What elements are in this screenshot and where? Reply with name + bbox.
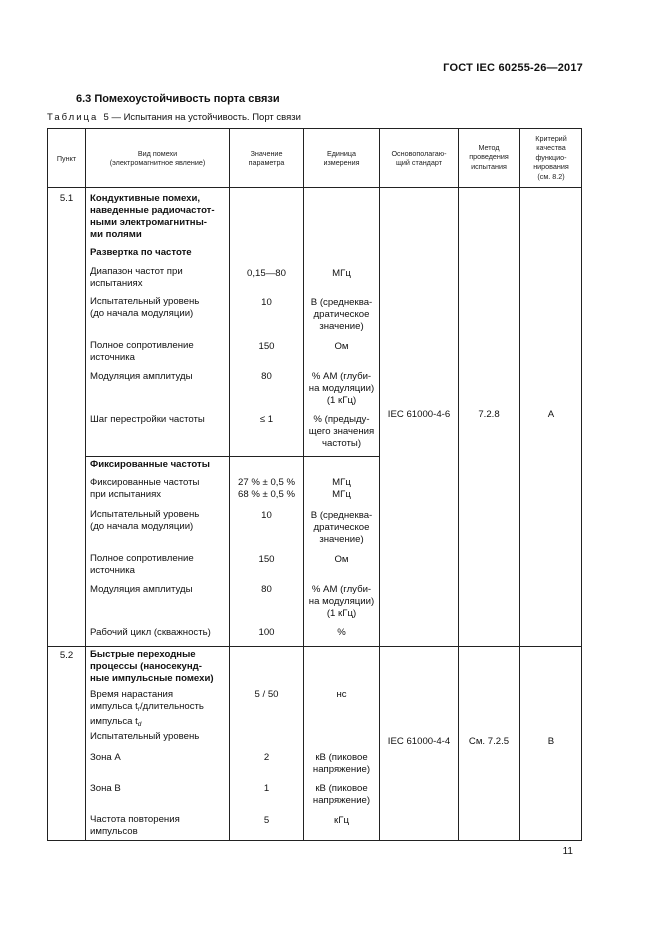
parameter-value: 150 bbox=[258, 341, 275, 352]
parameter-value: 2 bbox=[263, 752, 270, 763]
parameter-value: 150 bbox=[258, 554, 275, 565]
parameter-unit: нс bbox=[336, 689, 347, 700]
parameter-name: Фиксированные частоты при испытаниях bbox=[90, 477, 200, 500]
parameter-name: Диапазон частот при испытаниях bbox=[90, 266, 183, 289]
parameter-unit: МГц МГц bbox=[332, 477, 351, 500]
performance-criterion: А bbox=[547, 409, 555, 420]
col-header-unit: Единица измерения bbox=[323, 149, 360, 168]
parameter-value: 100 bbox=[258, 627, 275, 638]
header-bottom-line bbox=[48, 187, 581, 188]
parameter-name: Испытательный уровень bbox=[90, 731, 200, 742]
col-header-value: Значение параметра bbox=[248, 149, 285, 168]
col-divider bbox=[519, 129, 520, 840]
col-divider bbox=[458, 129, 459, 840]
section-title: 6.3 Помехоустойчивость порта связи bbox=[76, 93, 280, 105]
parameter-value: ≤ 1 bbox=[259, 414, 274, 425]
parameter-name: Шаг перестройки частоты bbox=[90, 414, 205, 425]
parameter-name: Модуляция амплитуды bbox=[90, 371, 193, 382]
section-heading: Кондуктивные помехи, наведенные радиочастот- ными электромагнитны- ми полями bbox=[90, 193, 215, 240]
caption-text: 5 — Испытания на устойчивость. Порт связи bbox=[103, 112, 301, 123]
parameter-name: Испытательный уровень (до начала модуляции) bbox=[90, 509, 200, 532]
parameter-name: Полное сопротивление источника bbox=[90, 340, 194, 363]
table-caption bbox=[47, 112, 301, 123]
item-number: 5.1 bbox=[59, 193, 74, 204]
subgroup-title: Развертка по частоте bbox=[90, 247, 192, 258]
parameter-unit: кГц bbox=[334, 815, 349, 826]
parameter-name: Испытательный уровень (до начала модуляции) bbox=[90, 296, 200, 319]
parameter-unit: кВ (пиковое напряжение) bbox=[312, 783, 371, 806]
col-divider bbox=[379, 129, 380, 840]
col-header-phenomenon: Вид помехи (электромагнитное явление) bbox=[109, 149, 206, 168]
parameter-name: Время нарастания импульса $t_r$/длительность импульса $t_d$ bbox=[90, 689, 204, 728]
group-divider bbox=[86, 456, 380, 457]
parameter-value: 27 % ± 0,5 % 68 % ± 0,5 % bbox=[238, 477, 295, 500]
parameter-value: 10 bbox=[261, 510, 272, 521]
parameter-unit: Ом bbox=[334, 554, 349, 565]
parameter-unit: % АМ (глуби- на модуляции) (1 кГц) bbox=[308, 371, 375, 406]
parameter-unit: % (предыду- щего значения частоты) bbox=[308, 414, 375, 449]
immunity-table bbox=[47, 128, 582, 841]
parameter-unit: МГц bbox=[332, 268, 351, 279]
base-standard: IEC 61000-4-6 bbox=[387, 409, 451, 420]
parameter-value: 0,15—80 bbox=[247, 268, 286, 279]
page-number: 11 bbox=[562, 846, 573, 857]
parameter-name: Рабочий цикл (скважность) bbox=[90, 627, 211, 638]
subgroup-title: Фиксированные частоты bbox=[90, 459, 210, 470]
col-divider bbox=[85, 129, 86, 840]
parameter-value: 5 bbox=[263, 815, 270, 826]
parameter-name: Полное сопротивление источника bbox=[90, 553, 194, 576]
base-standard: IEC 61000-4-4 bbox=[387, 736, 451, 747]
parameter-name: Зона В bbox=[90, 783, 121, 794]
parameter-value: 1 bbox=[263, 783, 270, 794]
parameter-name: Модуляция амплитуды bbox=[90, 584, 193, 595]
parameter-name: Зона А bbox=[90, 752, 121, 763]
parameter-unit: кВ (пиковое напряжение) bbox=[312, 752, 371, 775]
section-heading: Быстрые переходные процессы (наносекунд- ные импульсные помехи) bbox=[90, 649, 214, 684]
parameter-unit: В (среднеква- дратическое значение) bbox=[310, 297, 373, 332]
parameter-value: 80 bbox=[261, 371, 272, 382]
parameter-value: 5 / 50 bbox=[254, 689, 279, 700]
col-header-criterion: Критерий качества функцио- нирования (см. 8.2) bbox=[533, 134, 569, 181]
parameter-unit: % bbox=[337, 627, 346, 638]
parameter-unit: Ом bbox=[334, 341, 349, 352]
test-method: См. 7.2.5 bbox=[468, 736, 510, 747]
parameter-unit: В (среднеква- дратическое значение) bbox=[310, 510, 373, 545]
parameter-value: 10 bbox=[261, 297, 272, 308]
performance-criterion: В bbox=[547, 736, 555, 747]
section-divider bbox=[48, 646, 581, 647]
col-header-standard: Основополагаю- щий стандарт bbox=[391, 149, 447, 168]
parameter-unit: % АМ (глуби- на модуляции) (1 кГц) bbox=[308, 584, 375, 619]
parameter-value: 80 bbox=[261, 584, 272, 595]
test-method: 7.2.8 bbox=[478, 409, 500, 420]
standard-code: ГОСТ IEC 60255-26—2017 bbox=[443, 62, 583, 74]
caption-word: Таблица bbox=[47, 112, 99, 123]
col-header-item: Пункт bbox=[56, 154, 77, 163]
item-number: 5.2 bbox=[59, 650, 74, 661]
parameter-name: Частота повторения импульсов bbox=[90, 814, 180, 837]
col-header-method: Метод проведения испытания bbox=[469, 143, 509, 171]
